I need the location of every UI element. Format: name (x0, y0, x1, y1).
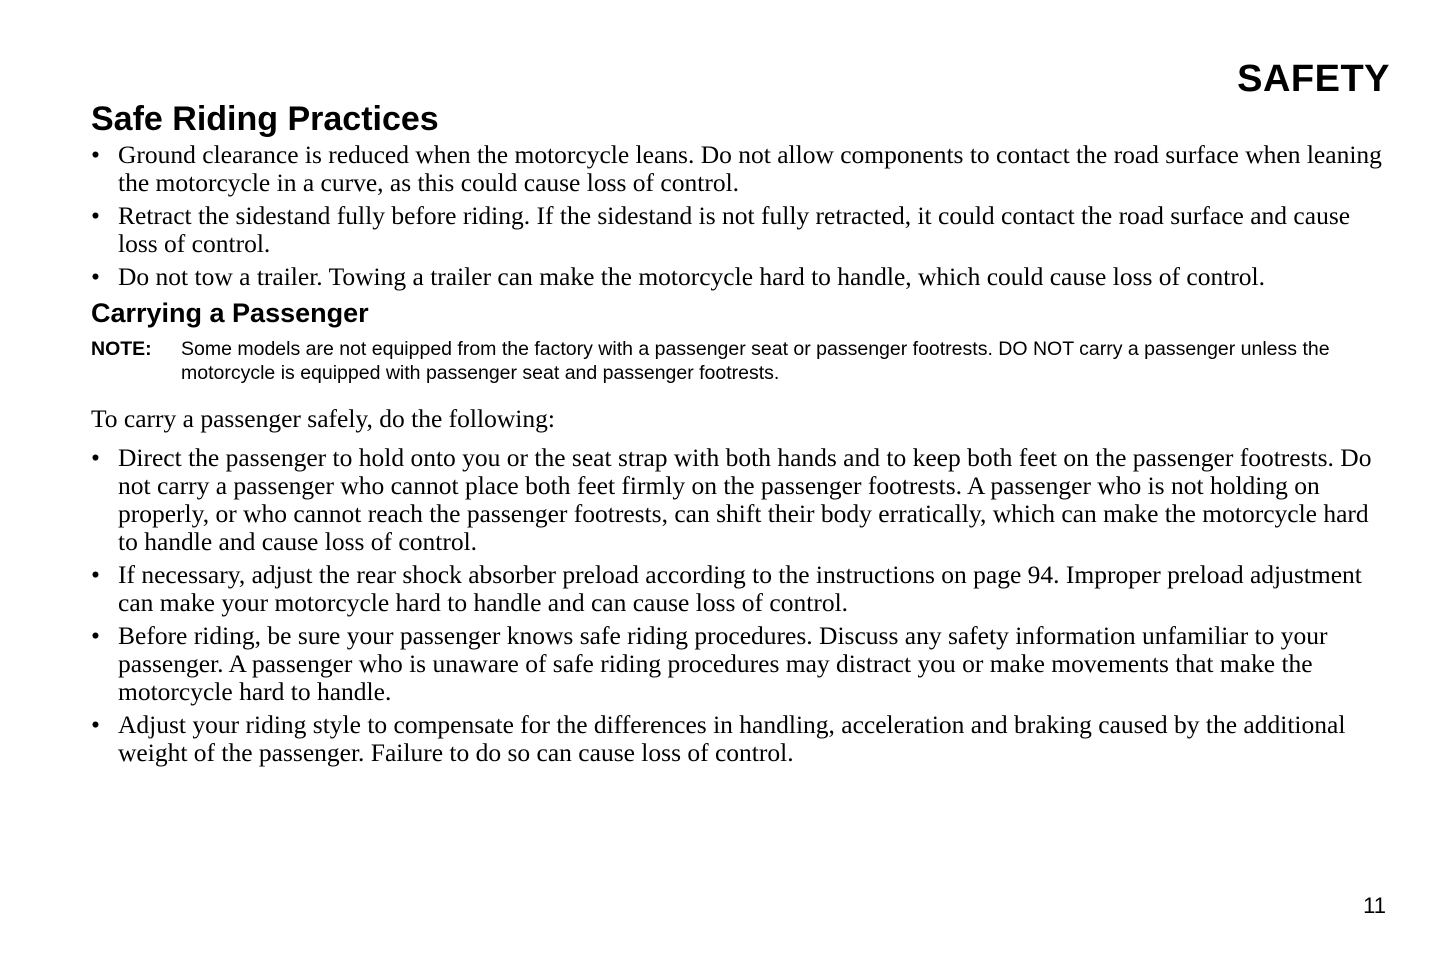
list-item: • Do not tow a trailer. Towing a trailer can make the motorcycle hard to handle, which could cause loss of control. (91, 263, 1393, 291)
list-item: • Direct the passenger to hold onto you or the seat strap with both hands and to keep both feet on the passenger footrests. Do not carry a passenger who cannot place both feet firmly on the passenger footrests. A passenger who is not holding on properly, or who cannot reach the passenger footrests, can shift their body erratically, which can make the motorcycle hard to handle and cause loss of control. (91, 444, 1393, 556)
note-block (91, 337, 1393, 385)
heading-carrying-a-passenger: Carrying a Passenger (91, 298, 369, 328)
list-item: • Adjust your riding style to compensate for the differences in handling, acceleration and braking caused by the additional weight of the passenger. Failure to do so can cause loss of control. (91, 711, 1393, 767)
page-number: 11 (1363, 893, 1386, 918)
heading-safe-riding-practices: Safe Riding Practices (91, 100, 439, 138)
page-content (91, 97, 1393, 772)
passenger-list (91, 444, 1393, 767)
list-item: • If necessary, adjust the rear shock absorber preload according to the instructions on page 94. Improper preload adjustment can make your motorcycle hard to handle and can cause loss of control. (91, 561, 1393, 617)
passenger-intro: To carry a passenger safely, do the following: (91, 404, 555, 433)
section-header: SAFETY (1237, 58, 1390, 100)
list-item: • Before riding, be sure your passenger knows safe riding procedures. Discuss any safety information unfamiliar to your passenger. A passenger who is unaware of safe riding procedures may distract you or make movements that make the motorcycle hard to handle. (91, 622, 1393, 706)
note-text: Some models are not equipped from the factory with a passenger seat or passenger footrests. DO NOT carry a passenger unless the motorcycle is equipped with passenger seat and passenger footrests. (181, 338, 1330, 384)
list-item: • Retract the sidestand fully before riding. If the sidestand is not fully retracted, it could contact the road surface and cause loss of control. (91, 202, 1393, 258)
safe-riding-list (91, 141, 1393, 291)
note-label: NOTE: (91, 338, 152, 360)
list-item: • Ground clearance is reduced when the motorcycle leans. Do not allow components to contact the road surface when leaning the motorcycle in a curve, as this could cause loss of control. (91, 141, 1393, 197)
